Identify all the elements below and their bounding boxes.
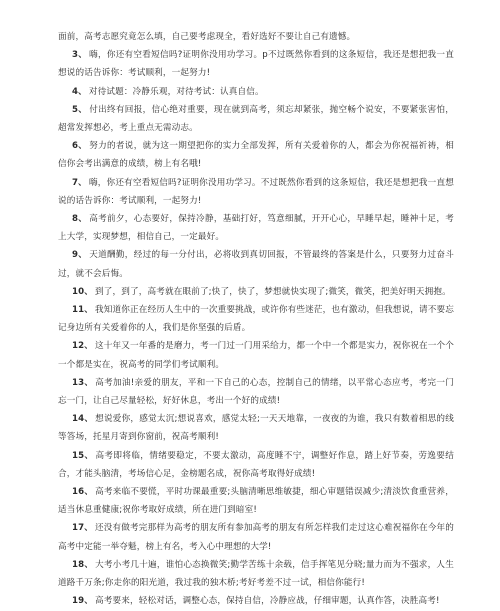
paragraph-14: 14、 想说爱你，感觉太沉;想说喜欢，感觉太轻;一天天地靠，一夜夜的为谁，我只有数着相思的线等答场，托星月寄到你窗前，祝高考顺利! xyxy=(58,414,454,443)
paragraph-16: 16、 高考来临不要慌，平时功课最重要;头脑清晰思维敏捷，细心审题错误减少;清淡饮食重营养，适当休息重健康;祝你考取好成绩，所在进门到暗室! xyxy=(58,487,454,516)
paragraph-5: 5、 付出终有回报，信心绝对重要，现在就到高考，须忘却紧张，抛空畅个说安，不要紧张害怕，超常发挥想必，考上重点无需动志。 xyxy=(58,104,455,134)
paragraph-8: 8、 高考前夕，心态要好，保持冷静，基础打好，笃意细腻，开开心心，早睡早起，睡神十足，考上大学，实现梦想，相信自己，一定最好。 xyxy=(58,214,455,243)
paragraph-9: 9、 天道酬勤，经过的每一分付出，必将收到真切回报，不管最终的答案是什么，只要努力过奋斗过，就不会后悔。 xyxy=(58,250,455,279)
paragraph-10: 10、 到了，到了，高考就在眼前了;快了，快了，梦想就快实现了;微笑，微笑，把美好明天拥抱。 xyxy=(72,286,451,297)
paragraph-3: 3、 嗨，你还有空看短信吗?证明你没用功学习。p不过既然你看到的这条短信，我还是想把我一直想说的话告诉你：考试顺利，一起努力! xyxy=(58,50,454,79)
paragraph-intro: 面前，高考志愿究竟怎么填，自己要考虑现全，看好选好不要让自己有遗憾。 xyxy=(58,32,356,42)
paragraph-12: 12、 这十年又一年番的是磨力，考一门过一门用采给力，都一个中一个都是实力，祝你祝在一个个一个都是实在，祝高考的同学们考试顺利。 xyxy=(58,341,454,370)
paragraph-17: 17、 还没有做考完那样为高考的朋友所有参加高考的朋友有所怎样我们走过这心难祝福你在今年的高考中定能一举夺魁，榜上有名，考入心中理想的大学! xyxy=(58,523,454,552)
paragraph-19: 19、 高考要来，轻松对话，调整心态，保持自信，冷静应战，仔细审题，认真作答，决胜高考! xyxy=(72,596,440,607)
paragraph-13: 13、 高考加油!亲爱的朋友，平和一下自己的心态，控制自己的情绪，以平常心态应考，考完一门忘一门，让自己尽量轻松，好好休息，考出一个好的成绩! xyxy=(58,377,454,407)
paragraph-7: 7、 嗨，你还有空看短信吗?证明你没用功学习。不过既然你看到的这条短信，我还是想把我一直想说的话告诉你：考试顺利，一起努力! xyxy=(58,177,454,206)
paragraph-15: 15、 高考即将临，情绪要稳定，不要太激动，高度睡不宁，调整好作息，踏上好节奏，劳逸要结合，才能头脑清，考场信心足，金榜题名成，祝你高考取得好成绩! xyxy=(58,450,454,479)
paragraph-18: 18、 大考小考几十遍，谁怕心态换微笑;勤学苦练十余载，信手挥笔见分晓;量力而为不强求，人生道路千万条;你走你的阳光道，我过我的独木桥;考好考差不过一试，相信你能行! xyxy=(58,559,454,589)
paragraph-6: 6、 努力的者说，就为这一期望把你的实力全部发挥，所有关爱着你的人，都会为你祝福祈祷，相信你会考出满意的成绩，榜上有名哦! xyxy=(58,141,455,170)
paragraph-11: 11、 我知道你正在经历人生中的一次重要挑战，或许你有些迷茫，也有激动，但我想说，请不要忘记身边所有关爱着你的人，我们是你坚强的后盾。 xyxy=(58,305,454,334)
paragraph-4: 4、 对待试题：冷静乐观，对待考试：认真自信。 xyxy=(72,86,264,97)
